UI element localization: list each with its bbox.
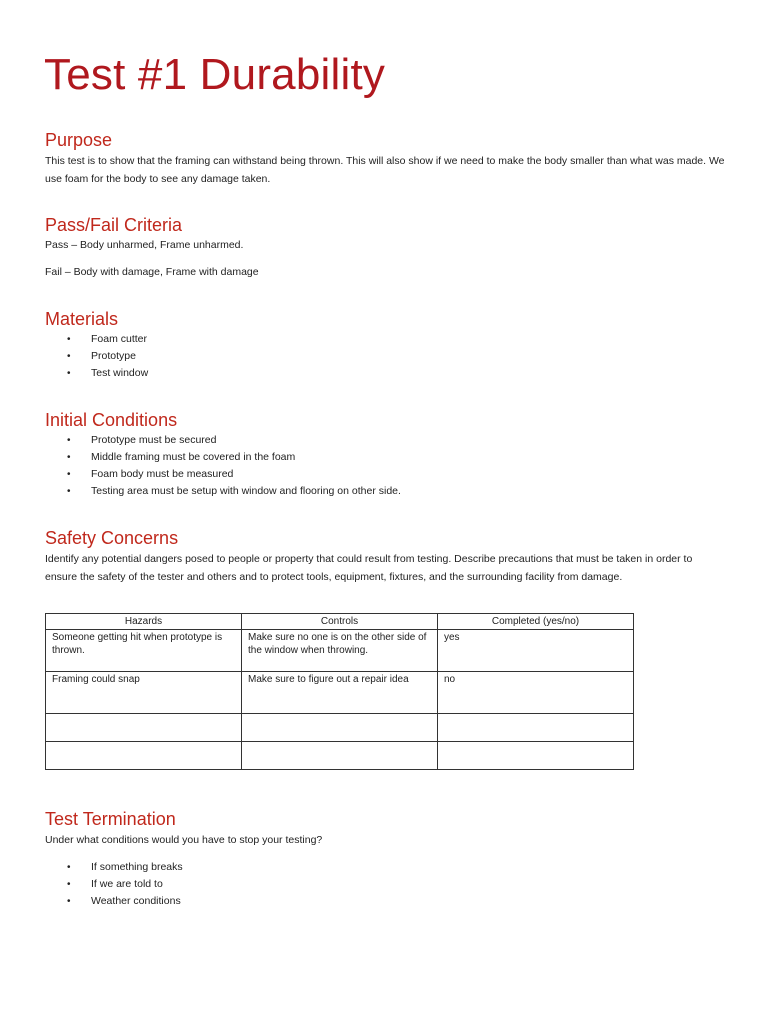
list-item: • Foam cutter [67,331,148,348]
table-cell: Make sure no one is on the other side of the window when throwing. [242,630,438,672]
list-item: • Weather conditions [67,893,183,910]
table-cell [46,742,242,770]
purpose-text: This test is to show that the framing can withstand being thrown. This will also show if we need to make the body smaller than what was made. We use foam for the body to see any damage taken. [45,155,725,185]
termination-text: Under what conditions would you have to stop your testing? [45,834,323,846]
list-item: • Foam body must be measured [67,466,401,483]
table-row [46,630,634,672]
materials-list [67,331,148,382]
table-cell: Framing could snap [46,672,242,714]
document-title: Test #1 Durability [44,50,386,99]
initial-conditions-heading: Initial Conditions [45,410,178,430]
table-row [46,742,634,770]
criteria-heading: Pass/Fail Criteria [45,215,183,235]
purpose-heading: Purpose [45,130,113,150]
hazards-table [45,613,634,770]
table-header-row [46,614,634,630]
table-cell [242,742,438,770]
list-item: • Middle framing must be covered in the foam [67,449,401,466]
safety-heading: Safety Concerns [45,528,179,548]
safety-text: Identify any potential dangers posed to people or property that could result from testing. Describe precautions that must be taken in order to ensure the safety of the tester and others and to protect tools, equipment, fixtures, and the surrounding facility from damage. [45,553,693,583]
list-item: • Testing area must be setup with window and flooring on other side. [67,483,401,500]
initial-conditions-list [67,432,401,500]
termination-heading: Test Termination [45,809,176,829]
termination-list [67,859,183,910]
table-cell: yes [438,630,634,672]
table-row [46,714,634,742]
list-item: • Test window [67,365,148,382]
table-cell [46,714,242,742]
column-header: Controls [242,614,438,630]
table-cell [438,742,634,770]
table-cell [242,714,438,742]
table-row [46,672,634,714]
list-item: • Prototype [67,348,148,365]
fail-criteria: Fail – Body with damage, Frame with damage [45,266,259,278]
column-header: Completed (yes/no) [438,614,634,630]
table-cell: no [438,672,634,714]
list-item: • If something breaks [67,859,183,876]
list-item: • If we are told to [67,876,183,893]
list-item: • Prototype must be secured [67,432,401,449]
table-cell: Make sure to figure out a repair idea [242,672,438,714]
column-header: Hazards [46,614,242,630]
table-cell [438,714,634,742]
table-cell: Someone getting hit when prototype is thrown. [46,630,242,672]
materials-heading: Materials [45,309,119,329]
pass-criteria: Pass – Body unharmed, Frame unharmed. [45,239,244,251]
